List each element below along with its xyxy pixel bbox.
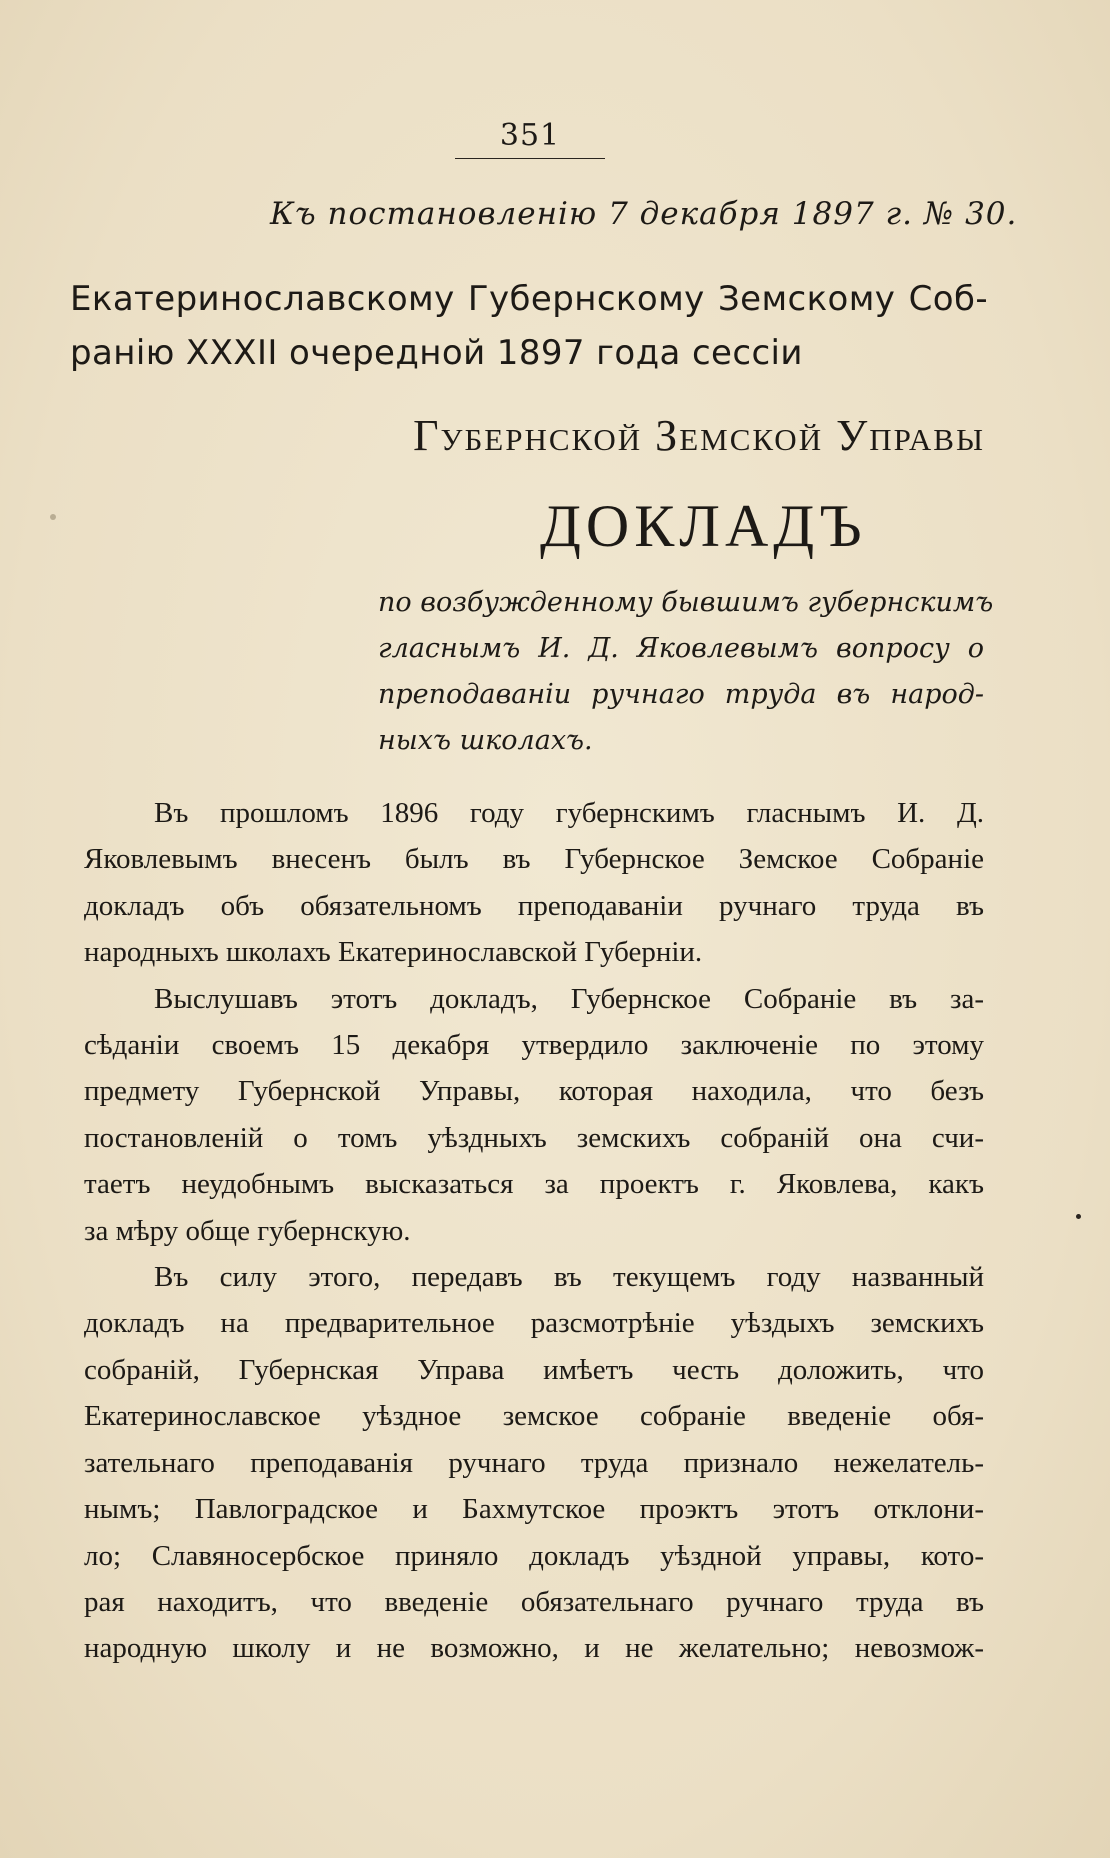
report-subject-line: преподаванiи ручнаго труда въ народ- [378,679,984,710]
report-heading: ДОКЛАДЪ [540,493,867,559]
paragraph-3-line: докладъ на предварительное разсмотрѣніе уѣздыхъ земскихъ [84,1307,984,1340]
paragraph-3-line: рая находитъ, что введеніе обязательнаго ручнаго труда въ [84,1585,984,1618]
report-subject-line: гласнымъ И. Д. Яковлевымъ вопросу о [378,633,984,664]
paragraph-3-line: нымъ; Павлоградское и Бахмутское проэктъ этотъ отклони- [84,1493,984,1526]
paragraph-1-line: Въ прошломъ 1896 году губернскимъ гласнымъ И. Д. [154,797,984,829]
paragraph-2-line: постановленій о томъ уѣздныхъ земскихъ собраній она счи- [84,1121,984,1154]
paragraph-1-line: Яковлевымъ внесенъ былъ въ Губернское Земское Собраніе [84,843,984,876]
resolution-reference: Къ постановленiю 7 декабря 1897 г. № 30. [270,196,1018,232]
board-title [385,410,985,461]
paragraph-2-line: предмету Губернской Управы, которая находила, что безъ [84,1075,984,1108]
paragraph-3-line: народную школу и не возможно, и не желательно; невозмож- [84,1632,984,1665]
paragraph-1-line: докладъ объ обязательномъ преподаваніи ручнаго труда въ [84,889,984,922]
body-text [84,790,984,1672]
assembly-address [70,272,988,380]
report-subject-line: ныхъ школахъ. [378,725,593,756]
assembly-address-line: ранію XXXII очередной 1897 года сессіи [70,333,803,373]
paragraph-1-line: народныхъ школахъ Екатеринославской Губерніи. [84,936,703,969]
page-number-underline [455,158,605,159]
margin-mark [50,514,56,520]
paragraph-2-line: Выслушавъ этотъ докладъ, Губернское Собраніе въ за- [154,982,984,1015]
paragraph-3-line: ло; Славяносербское приняло докладъ уѣздной управы, кото- [84,1539,984,1572]
assembly-address-line: Екатеринославскому Губернскому Земскому Соб- [70,279,988,319]
page-number: 351 [499,118,561,153]
paragraph-3-line: зательнаго преподаванія ручнаго труда признало нежелатель- [84,1446,984,1479]
paragraph-2-line: за мѣру обще губернскую. [84,1214,411,1247]
paragraph-3-line: Въ силу этого, передавъ въ текущемъ году названный [154,1261,984,1294]
report-subject-line: по возбужденному бывшимъ губернскимъ [378,587,994,618]
report-subject [378,580,994,764]
paragraph-2-line: таетъ неудобнымъ высказаться за проектъ г. Яковлева, какъ [84,1168,984,1201]
paragraph-2-line: сѣданіи своемъ 15 декабря утвердило заключеніе по этому [84,1029,984,1062]
paragraph-3-line: Екатеринославское уѣздное земское собраніе введеніе обя- [84,1400,984,1433]
board-title-text: Губернской Земской Управы [413,411,985,460]
ink-speck [1076,1214,1081,1219]
paragraph-3-line: собраній, Губернская Управа имѣетъ честь доложить, что [84,1353,984,1386]
